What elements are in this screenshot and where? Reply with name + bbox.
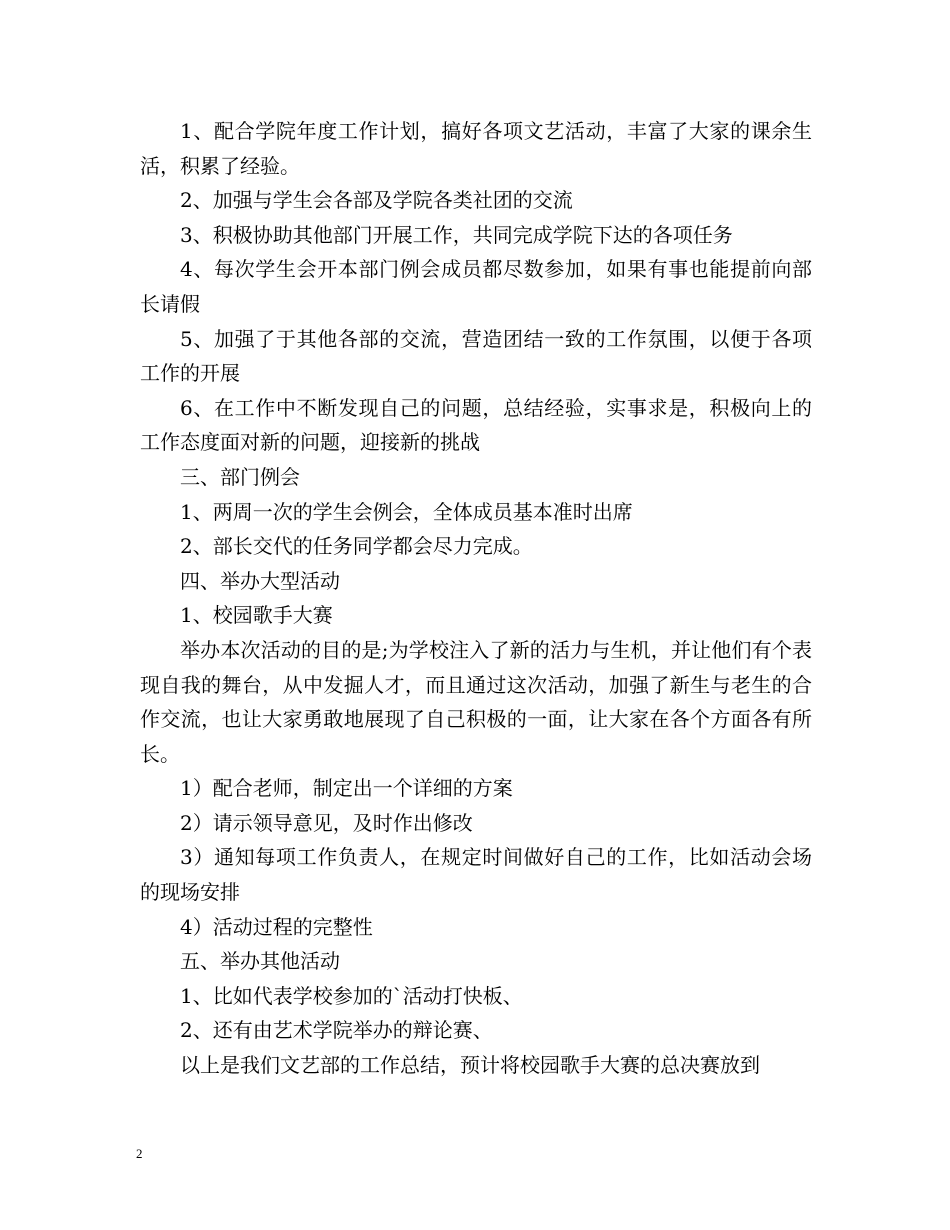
paragraph: 2、加强与学生会各部及学院各类社团的交流 <box>180 188 573 213</box>
section-heading: 五、举办其他活动 <box>180 949 340 974</box>
paragraph: 1、两周一次的学生会例会，全体成员基本准时出席 <box>180 499 633 524</box>
paragraph: 以上是我们文艺部的工作总结，预计将校园歌手大赛的总决赛放到 <box>180 1053 760 1078</box>
list-item: 2）请示领导意见，及时作出修改 <box>180 810 473 835</box>
document-body <box>140 114 812 1083</box>
list-item: 4）活动过程的完整性 <box>180 914 373 939</box>
paragraph: 5、加强了于其他各部的交流，营造团结一致的工作氛围，以便于各项工作的开展 <box>140 326 812 386</box>
paragraph: 6、在工作中不断发现自己的问题，总结经验，实事求是，积极向上的工作态度面对新的问题，迎接新的挑战 <box>140 395 812 455</box>
list-item: 3）通知每项工作负责人，在规定时间做好自己的工作，比如活动会场的现场安排 <box>140 845 812 905</box>
paragraph: 4、每次学生会开本部门例会成员都尽数参加，如果有事也能提前向部长请假 <box>140 257 812 316</box>
paragraph: 举办本次活动的目的是;为学校注入了新的活力与生机，并让他们有个表现自我的舞台，从中发掘人才，而且通过这次活动，加强了新生与老生的合作交流，也让大家勇敢地展现了自己积极的一面，让大家在各个方面各有所长。 <box>140 637 812 766</box>
subsection-heading: 1、校园歌手大赛 <box>180 603 333 628</box>
section-heading: 三、部门例会 <box>180 464 300 489</box>
paragraph: 1、配合学院年度工作计划，搞好各项文艺活动，丰富了大家的课余生活，积累了经验。 <box>140 119 812 178</box>
paragraph: 2、还有由艺术学院举办的辩论赛、 <box>180 1018 493 1043</box>
paragraph: 2、部长交代的任务同学都会尽力完成。 <box>180 534 533 559</box>
section-heading: 四、举办大型活动 <box>180 568 340 593</box>
list-item: 1）配合老师，制定出一个详细的方案 <box>180 776 513 801</box>
paragraph: 1、比如代表学校参加的`活动打快板、 <box>180 983 523 1008</box>
paragraph: 3、积极协助其他部门开展工作，共同完成学院下达的各项任务 <box>180 222 733 247</box>
page-number: 2 <box>136 1146 143 1161</box>
